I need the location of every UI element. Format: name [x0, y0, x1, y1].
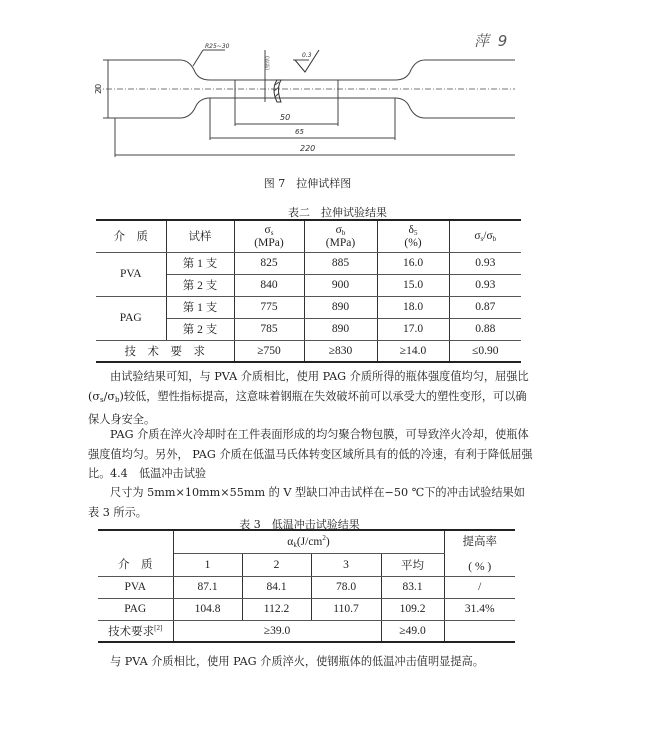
cell-medium: PVA	[98, 576, 173, 598]
header-ak: $\alpha_k(J/cm^2)$	[173, 530, 444, 553]
table-row	[98, 598, 515, 620]
table-row	[96, 252, 521, 274]
specimen-outline-bottom	[115, 98, 515, 118]
cell-sigma-s: 785	[234, 318, 304, 340]
requirement-label: 技 术 要 求	[96, 340, 234, 362]
cell-avg: 109.2	[381, 598, 444, 620]
table-row	[96, 296, 521, 318]
table3-title: 表 3 低温冲击试验结果	[239, 518, 360, 531]
figure-caption: 图 7 拉伸试样图	[263, 177, 352, 190]
header-improve: 提高率 ( % )	[444, 530, 515, 576]
cell-sigma-s: 775	[234, 296, 304, 318]
header-ratio: $\sigma_s/\sigma_b$	[449, 220, 521, 252]
parallel-length-label: 65	[295, 128, 304, 136]
specimen-outline-top	[115, 60, 515, 80]
cell-ratio: 0.93	[449, 252, 521, 274]
cell-sigma-b: 900	[304, 274, 377, 296]
header-sigma-b: $\sigma_b$ (MPa)	[304, 220, 377, 252]
requirement-row	[96, 340, 521, 362]
header-sample: 试样	[166, 220, 234, 252]
cell-avg: 83.1	[381, 576, 444, 598]
cell-delta: 15.0	[377, 274, 449, 296]
cell-sigma-b: 885	[304, 252, 377, 274]
req-improve	[444, 620, 515, 642]
cell-v1: 104.8	[173, 598, 242, 620]
header-col-3: 3	[311, 553, 381, 576]
table3-header-row-1	[98, 530, 515, 553]
cell-improve: 31.4%	[444, 598, 515, 620]
header-col-2: 2	[242, 553, 311, 576]
cell-sample: 第 1 支	[166, 296, 234, 318]
cell-sigma-b: 890	[304, 296, 377, 318]
cell-v2: 84.1	[242, 576, 311, 598]
thickness-label: (壁厚)	[265, 56, 271, 70]
citation-ref: [2]	[154, 623, 163, 632]
cell-sigma-s: 825	[234, 252, 304, 274]
roughness-label: 0.3	[302, 52, 312, 59]
cell-sample: 第 1 支	[166, 252, 234, 274]
cell-delta: 16.0	[377, 252, 449, 274]
table2-header-row	[96, 220, 521, 252]
req-ratio: ≤0.90	[449, 340, 521, 362]
header-medium: 介 质	[96, 220, 166, 252]
cell-medium: PAG	[98, 598, 173, 620]
header-delta: $\delta_5$ (%)	[377, 220, 449, 252]
req-delta: ≥14.0	[377, 340, 449, 362]
header-medium: 介 质	[98, 530, 173, 576]
tensile-test-table	[96, 219, 521, 363]
cell-v3: 78.0	[311, 576, 381, 598]
table-row	[98, 576, 515, 598]
page-mark: 萍 9	[474, 32, 510, 50]
cell-medium: PVA	[96, 252, 166, 296]
cell-sigma-b: 890	[304, 318, 377, 340]
cell-ratio: 0.88	[449, 318, 521, 340]
paragraph-impact-intro: 尺寸为 5mm×10mm×55mm 的 V 型缺口冲击试样在−50 ℃下的冲击试验结果如表 3 所示。	[88, 486, 525, 519]
cell-v3: 110.7	[311, 598, 381, 620]
header-col-1: 1	[173, 553, 242, 576]
width-dim-label: 20	[94, 83, 103, 94]
paragraph-pag-explanation: PAG 介质在淬火冷却时在工件表面形成的均匀聚合物包膜，可导致淬火冷却，使瓶体强度值均匀。另外， PAG 介质在低温马氏体转变区域所具有的低的冷速，有利于降低屈强比。	[88, 428, 533, 480]
cell-sigma-s: 840	[234, 274, 304, 296]
paragraph-conclusion: 与 PVA 介质相比，使用 PAG 介质淬火，使钢瓶体的低温冲击值明显提高。	[110, 655, 484, 668]
fillet-label: R25~30	[205, 43, 230, 50]
impact-test-table	[98, 529, 515, 643]
requirement-label: 技术要求[2]	[98, 620, 173, 642]
header-avg: 平均	[381, 553, 444, 576]
paragraph-results: 由试验结果可知，与 PVA 介质相比，使用 PAG 介质所得的瓶体强度值均匀，屈强比$(\sigma_s/\sigma_b)$较低，塑性指标提高，这意味着钢瓶在失效破坏前可以承受大的塑性变形，可以确保人身安全。	[88, 370, 529, 426]
req-single: ≥39.0	[173, 620, 381, 642]
gauge-length-label: 50	[280, 113, 291, 122]
tensile-specimen-drawing	[95, 40, 515, 165]
total-length-label: 220	[300, 144, 316, 153]
table2-title: 表二 拉伸试验结果	[288, 206, 387, 219]
cell-v1: 87.1	[173, 576, 242, 598]
cell-delta: 18.0	[377, 296, 449, 318]
cell-sample: 第 2 支	[166, 318, 234, 340]
cell-delta: 17.0	[377, 318, 449, 340]
cell-ratio: 0.87	[449, 296, 521, 318]
cell-sample: 第 2 支	[166, 274, 234, 296]
header-sigma-s: $\sigma_s$ (MPa)	[234, 220, 304, 252]
cell-medium: PAG	[96, 296, 166, 340]
cell-ratio: 0.93	[449, 274, 521, 296]
cell-v2: 112.2	[242, 598, 311, 620]
section-heading: 4.4 低温冲击试验	[110, 467, 207, 480]
req-avg: ≥49.0	[381, 620, 444, 642]
requirement-row	[98, 620, 515, 642]
fillet-leader	[193, 50, 203, 66]
req-sigma-b: ≥830	[304, 340, 377, 362]
cell-improve: /	[444, 576, 515, 598]
req-sigma-s: ≥750	[234, 340, 304, 362]
